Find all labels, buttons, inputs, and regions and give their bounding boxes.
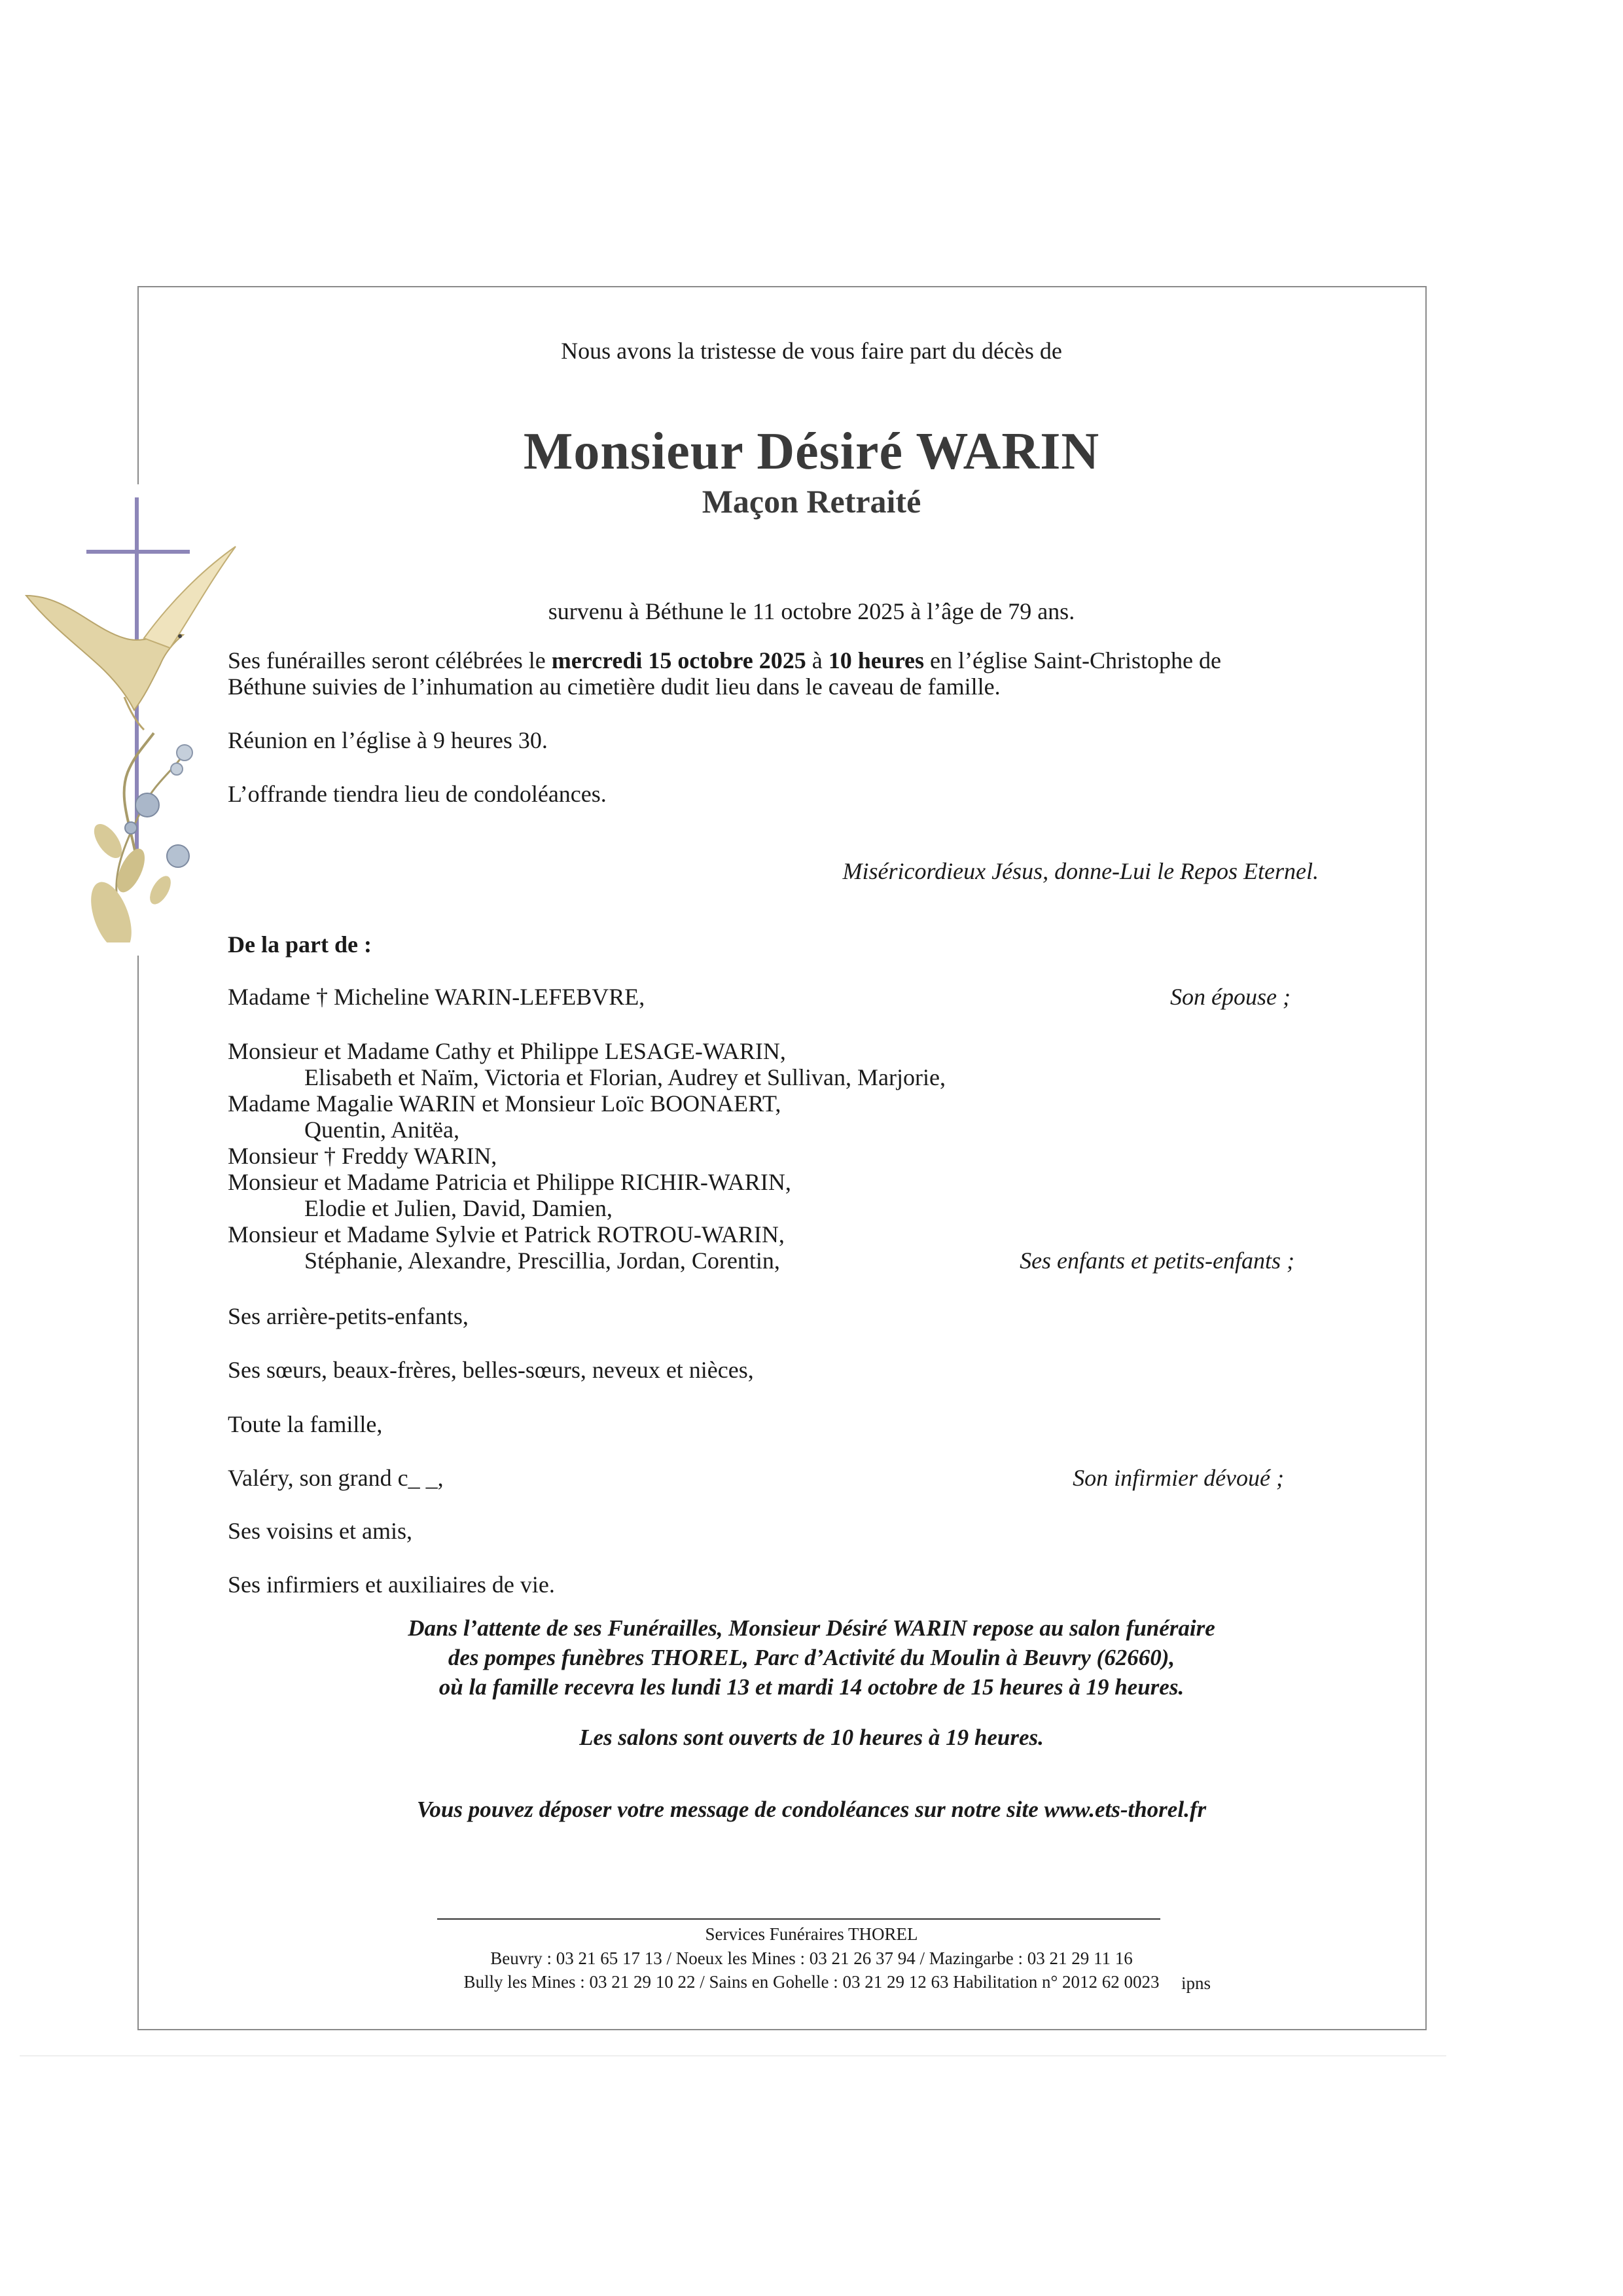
children-line: Quentin, Anitëa, <box>304 1117 459 1143</box>
children-line: Monsieur et Madame Patricia et Philippe RICHIR-WARIN, <box>228 1169 791 1195</box>
funeral-connector: à <box>806 647 829 673</box>
cross-dove-decoration-icon <box>13 497 249 942</box>
intro-text: Nous avons la tristesse de vous faire part du décès de <box>561 338 1062 364</box>
great-grandchildren-text: Ses arrière-petits-enfants, <box>228 1303 469 1329</box>
siblings-text: Ses sœurs, beaux-frères, belles-sœurs, neveux et nièces, <box>228 1357 754 1383</box>
offering-text: L’offrande tiendra lieu de condoléances. <box>228 781 607 807</box>
funeral-church: en l’église Saint-Christophe de <box>924 647 1221 673</box>
children-line: Monsieur † Freddy WARIN, <box>228 1143 497 1169</box>
footer-line-1: Beuvry : 03 21 65 17 13 / Noeux les Mines : 03 21 26 37 94 / Mazingarbe : 03 21 29 11 16 <box>490 1948 1133 1968</box>
spouse-name: Madame † Micheline WARIN-LEFEBVRE, <box>228 984 645 1010</box>
funeral-line-2: Béthune suivies de l’inhumation au cimetière dudit lieu dans le caveau de famille. <box>228 673 1001 700</box>
from-label: De la part de : <box>228 931 372 958</box>
children-line: Monsieur et Madame Cathy et Philippe LESAGE-WARIN, <box>228 1038 786 1064</box>
family-text: Toute la famille, <box>228 1411 383 1437</box>
website-text: Vous pouvez déposer votre message de condoléances sur notre site www.ets-thorel.fr <box>416 1797 1207 1822</box>
children-line: Elodie et Julien, David, Damien, <box>304 1195 613 1221</box>
funeral-line-1 <box>228 647 1221 674</box>
children-line: Madame Magalie WARIN et Monsieur Loïc BOONAERT, <box>228 1090 781 1117</box>
notice-line: où la famille recevra les lundi 13 et mardi 14 octobre de 15 heures à 19 heures. <box>438 1674 1185 1700</box>
notice-line: Dans l’attente de ses Funérailles, Monsieur Désiré WARIN repose au salon funéraire <box>408 1615 1215 1641</box>
footer-code: ipns <box>1181 1973 1211 1993</box>
spouse-role: Son épouse ; <box>1170 984 1291 1010</box>
salons-text: Les salons sont ouverts de 10 heures à 19 heures. <box>579 1725 1044 1750</box>
valery-role: Son infirmier dévoué ; <box>1073 1465 1284 1491</box>
deceased-profession: Maçon Retraité <box>702 483 921 520</box>
funeral-time: 10 heures <box>828 647 925 673</box>
deceased-name: Monsieur Désiré WARIN <box>523 423 1100 480</box>
footer-separator <box>437 1918 1160 1920</box>
nurses-text: Ses infirmiers et auxiliaires de vie. <box>228 1571 555 1598</box>
footer-company: Services Funéraires THOREL <box>705 1924 918 1944</box>
children-line: Elisabeth et Naïm, Victoria et Florian, Audrey et Sullivan, Marjorie, <box>304 1064 946 1090</box>
children-line: Stéphanie, Alexandre, Prescillia, Jordan, Corentin, <box>304 1247 780 1274</box>
prayer-text: Miséricordieux Jésus, donne-Lui le Repos Eternel. <box>842 858 1319 884</box>
meeting-text: Réunion en l’église à 9 heures 30. <box>228 727 548 753</box>
children-role: Ses enfants et petits-enfants ; <box>1020 1247 1294 1274</box>
neighbors-text: Ses voisins et amis, <box>228 1518 413 1544</box>
notice-line: des pompes funèbres THOREL, Parc d’Activité du Moulin à Beuvry (62660), <box>448 1645 1175 1670</box>
funeral-intro: Ses funérailles seront célébrées le <box>228 647 552 673</box>
valery-name: Valéry, son grand c_ _, <box>228 1465 444 1491</box>
funeral-date: mercredi 15 octobre 2025 <box>551 647 806 673</box>
footer-line-2: Bully les Mines : 03 21 29 10 22 / Sains en Gohelle : 03 21 29 12 63 Habilitation n° 2012 62 0023 <box>463 1972 1160 1992</box>
death-line: survenu à Béthune le 11 octobre 2025 à l’âge de 79 ans. <box>548 598 1075 624</box>
dove-icon <box>26 547 236 730</box>
children-line: Monsieur et Madame Sylvie et Patrick ROTROU-WARIN, <box>228 1221 785 1247</box>
scan-edge <box>20 2055 1446 2056</box>
